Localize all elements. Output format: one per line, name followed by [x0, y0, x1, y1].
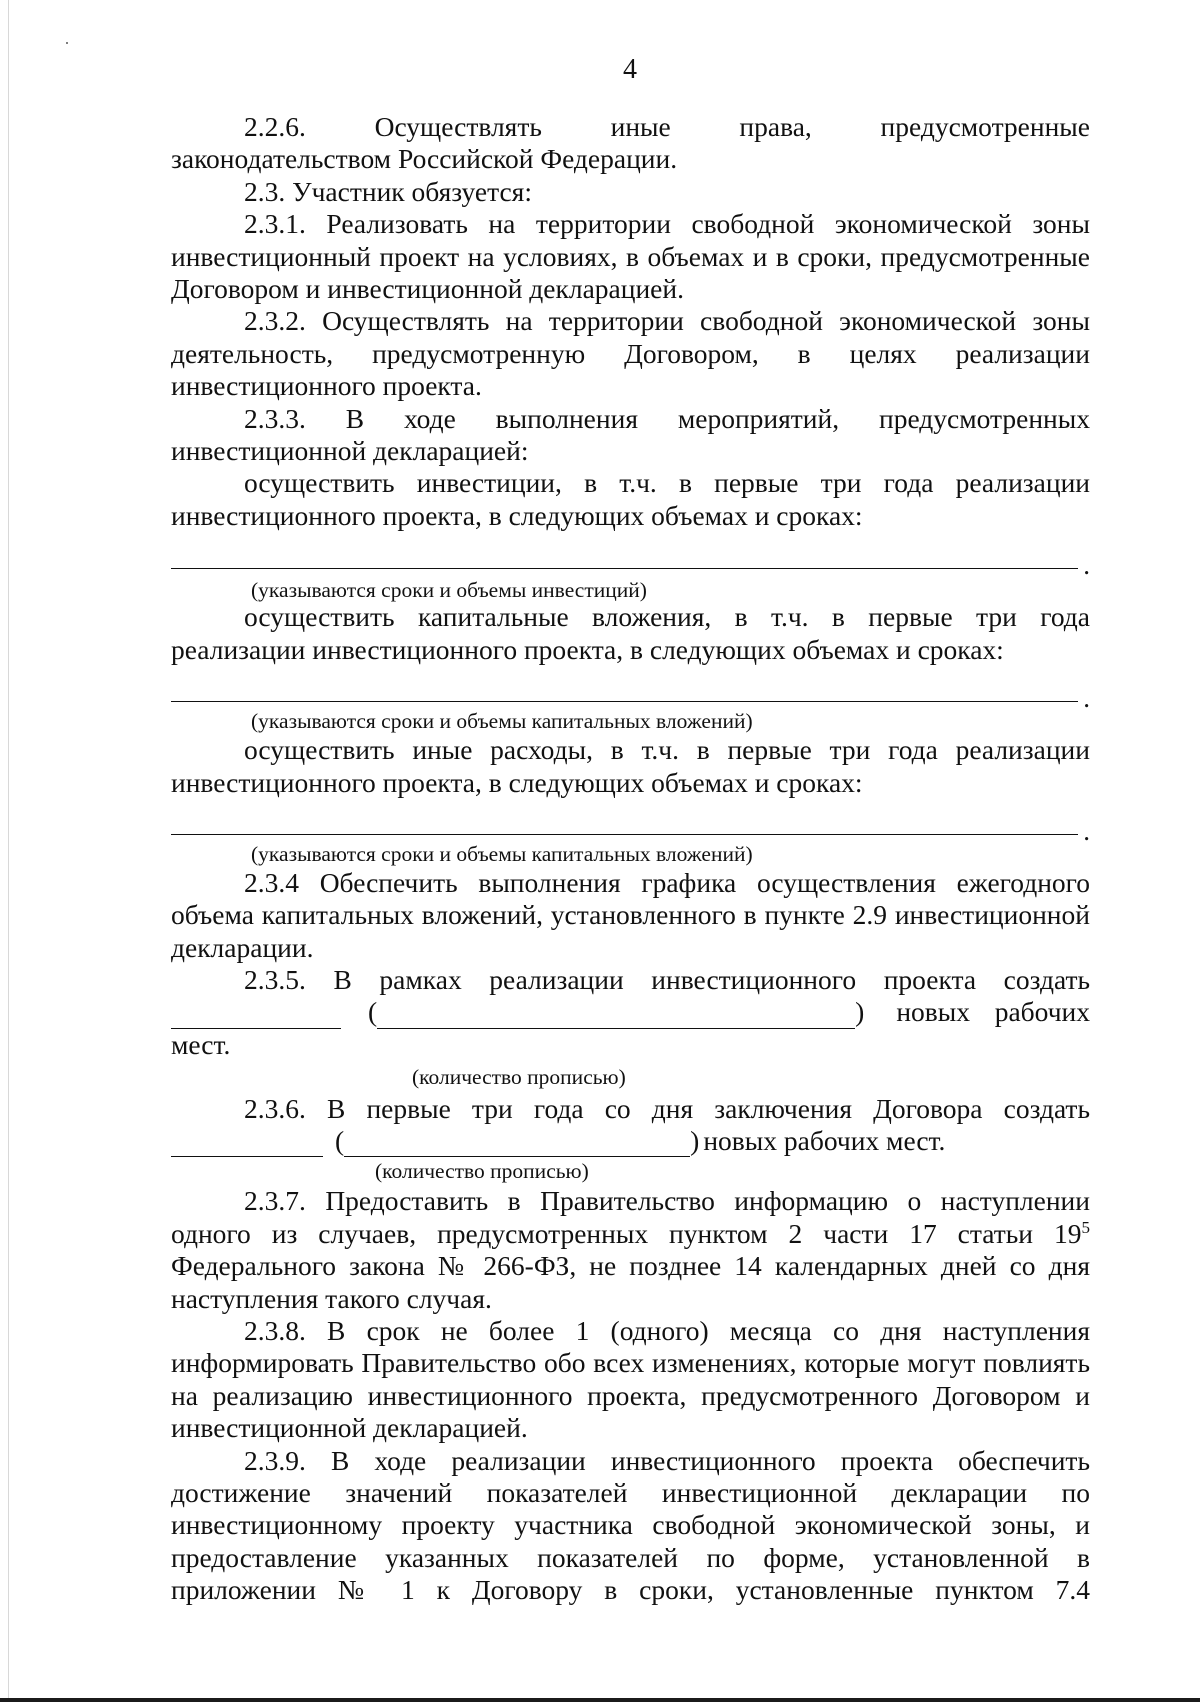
page-number: 4: [623, 54, 637, 85]
superscript-article: 5: [1081, 1217, 1090, 1237]
text-new-workplaces: новых рабочих мест.: [703, 1124, 946, 1156]
paragraph-2-3-5-line-1: 2.3.5. В рамках реализации инвестиционного проекта создать: [244, 964, 1090, 996]
paragraph-2-3-5-end: мест.: [171, 1028, 231, 1060]
paragraph-2-3-8: 2.3.8. В срок не более 1 (одного) месяца со дня наступления информировать Правительство обо всех изменениях, которые могут повлиять на реализацию инвестиционного проекта, предусмотренного Договором и инвестиционной декларацией.: [171, 1314, 1090, 1444]
document-body: [171, 111, 1090, 1607]
fill-line-capital: [171, 666, 1090, 714]
caption-capital: (указываются сроки и объемы капитальных вложений): [251, 709, 753, 734]
paragraph-2-3-7-part-1: 2.3.7. Предоставить в Правительство информацию о наступлении одного из случаев, предусмотренных пунктом 2 части 17 статьи 19: [171, 1185, 1090, 1249]
blank-underline: [171, 701, 1078, 702]
paragraph-2-2-6-line-1: 2.2.6. Осуществлять иные права, предусмотренные: [244, 111, 1090, 142]
blank-number-words: [377, 1002, 855, 1029]
paragraph-2-2-6-line-2: законодательством Российской Федерации.: [171, 143, 678, 175]
open-paren: (: [368, 996, 378, 1028]
paragraph-2-3-7: [171, 1185, 1090, 1315]
fill-line-investments: [171, 532, 1090, 581]
paragraph-2-3-9: 2.3.9. В ходе реализации инвестиционного проекта обеспечить достижение значений показателей инвестиционной декларации по инвестиционному проекту участника свободной экономической зоны, и предоставление указанных показателей по форме, установленной в приложении № 1 к Договору в сроки, установленные пунктом 7.4: [171, 1444, 1090, 1606]
close-paren: ): [855, 996, 865, 1028]
paragraph-2-3-4: 2.3.4 Обеспечить выполнения графика осуществления ежегодного объема капитальных вложений, установленного в пункте 2.9 инвестиционной декларации.: [171, 866, 1090, 963]
line-end-period: .: [1083, 683, 1090, 714]
open-paren: (: [335, 1124, 345, 1156]
caption-investments: (указываются сроки и объемы инвестиций): [251, 578, 647, 603]
blank-number: [171, 1130, 323, 1157]
fill-line-other: [171, 799, 1090, 846]
line-end-period: .: [1083, 550, 1090, 581]
blank-number: [171, 1002, 341, 1029]
paragraph-2-3-1: 2.3.1. Реализовать на территории свободной экономической зоны инвестиционный проект на условиях, в объемах и в сроки, предусмотренные Договором и инвестиционной декларацией.: [171, 208, 1090, 305]
paragraph-investments: осуществить инвестиции, в т.ч. в первые три года реализации инвестиционного проекта, в следующих объемах и сроках:: [171, 467, 1090, 531]
paragraph-2-3-2: 2.3.2. Осуществлять на территории свободной экономической зоны деятельность, предусмотренную Договором, в целях реализации инвестиционного проекта.: [171, 305, 1090, 402]
paragraph-2-3-6-line-1: 2.3.6. В первые три года со дня заключения Договора создать: [244, 1092, 1090, 1124]
blank-underline: [171, 834, 1078, 835]
scan-bottom-edge: [0, 1698, 1200, 1702]
paragraph-capital-investments: осуществить капитальные вложения, в т.ч. в первые три года реализации инвестиционного проекта, в следующих объемах и сроках:: [171, 601, 1090, 665]
close-paren: ): [690, 1124, 700, 1156]
scan-edge: [8, 0, 9, 1702]
fill-row-2-3-5: [171, 997, 1090, 1029]
paragraph-2-3-7-part-2: Федерального закона № 266-ФЗ, не позднее 14 календарных дней со дня наступления такого случая.: [171, 1250, 1090, 1314]
text-new: новых: [896, 996, 971, 1028]
blank-underline: [171, 568, 1078, 569]
text-workplaces: рабочих: [994, 996, 1090, 1028]
blank-number-words: [344, 1130, 690, 1157]
scan-speck: [66, 42, 68, 44]
paragraph-2-3-3: 2.3.3. В ходе выполнения мероприятий, предусмотренных инвестиционной декларацией:: [171, 402, 1090, 467]
caption-count-1: (количество прописью): [412, 1064, 626, 1089]
paragraph-2-3: 2.3. Участник обязуется:: [244, 175, 532, 207]
paragraph-other-expenses: осуществить иные расходы, в т.ч. в первые три года реализации инвестиционного проекта, в следующих объемах и сроках:: [171, 734, 1090, 798]
caption-other: (указываются сроки и объемы капитальных вложений): [251, 841, 753, 866]
fill-row-2-3-6: [171, 1125, 1090, 1157]
line-end-period: .: [1083, 815, 1090, 846]
caption-count-2: (количество прописью): [375, 1159, 589, 1184]
